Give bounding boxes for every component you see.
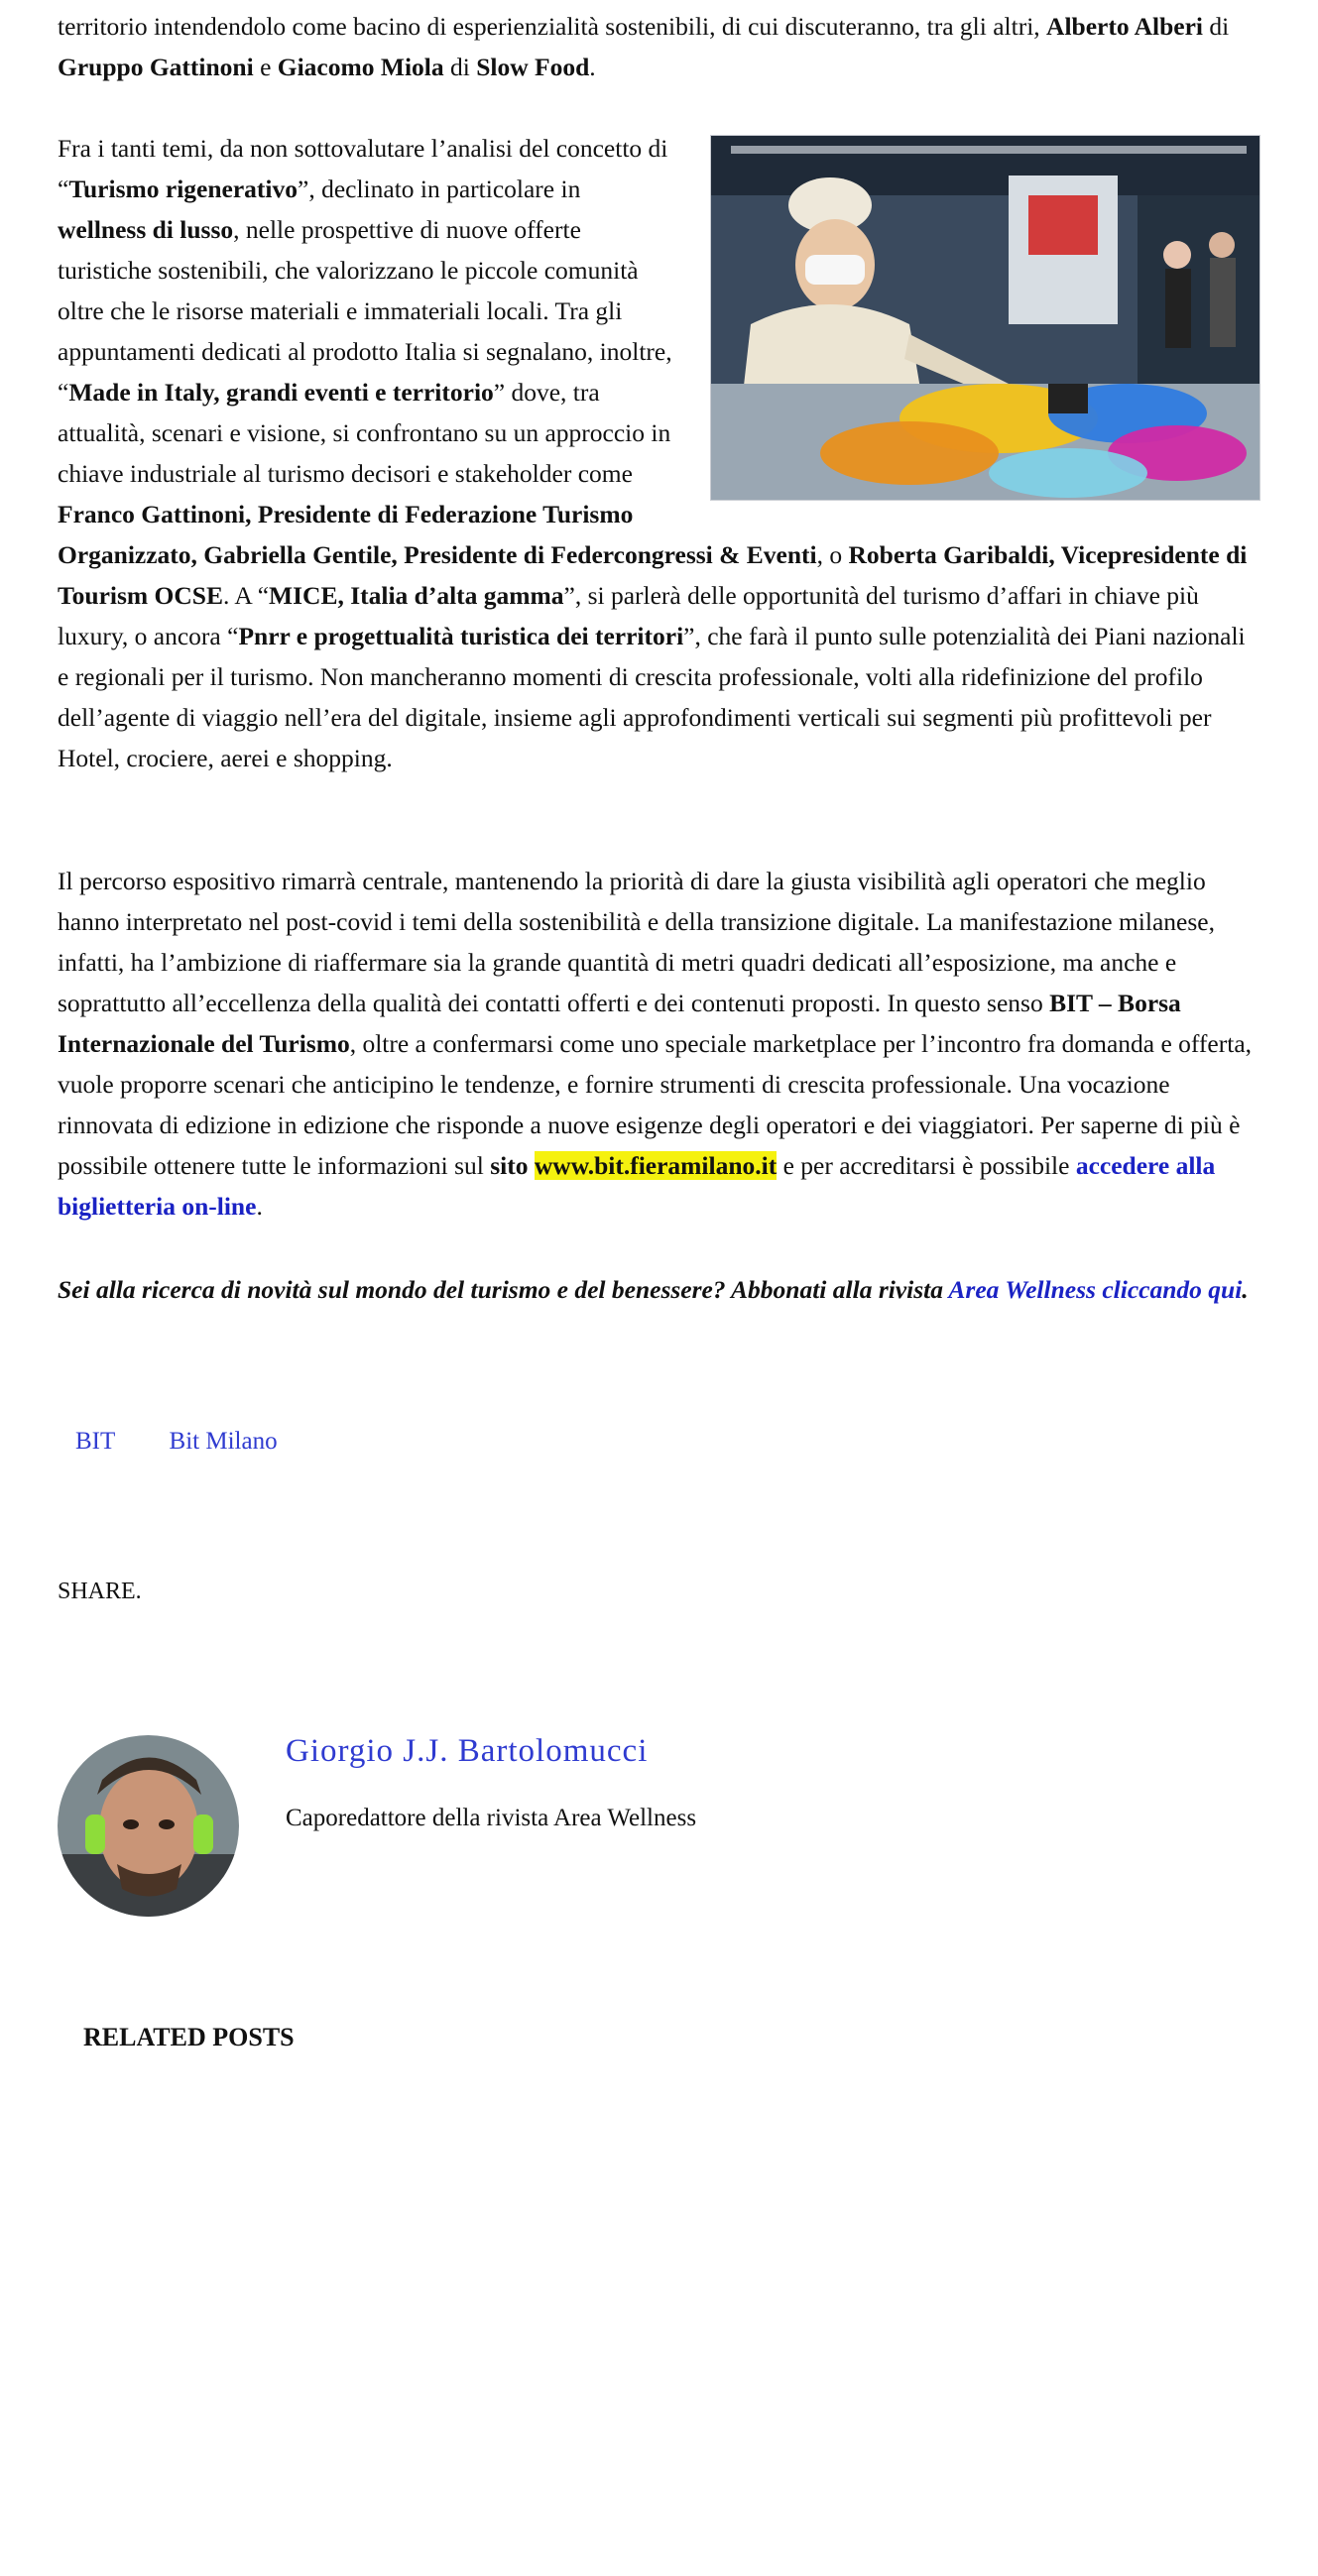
text: ”, si parlerà delle opportunità del turismo d’affari in chiave più luxury, o ancora “	[58, 581, 1199, 650]
text: e	[253, 53, 278, 81]
bold-text: Giacomo Miola	[277, 53, 444, 81]
text: .	[256, 1192, 263, 1221]
author-bio: Caporedattore della rivista Area Wellness	[286, 1805, 697, 1831]
related-posts-heading: RELATED POSTS	[83, 2023, 295, 2051]
text: ”, declinato in particolare in	[298, 175, 581, 203]
text: . A “	[222, 581, 270, 610]
text: Sei alla ricerca di novità sul mondo del turismo e del benessere? Abbonati alla rivista	[58, 1275, 949, 1304]
text: di	[443, 53, 477, 81]
text: , o	[816, 540, 849, 569]
bold-text: wellness di lusso	[58, 215, 234, 244]
author-name[interactable]: Giorgio J.J. Bartolomucci	[286, 1733, 649, 1769]
photo-artisan-painting-glass	[711, 136, 1259, 500]
text: di	[1202, 12, 1230, 41]
text: Fra i tanti temi, da non sottovalutare l’analisi del concetto di “	[58, 134, 668, 203]
tag-bit[interactable]: BIT	[75, 1428, 116, 1455]
text: Il percorso espositivo rimarrà centrale, mantenendo la priorità di dare la giusta visibilità agli operatori che meglio hanno interpretato nel post-covid i temi della sostenibilità e della transizione digitale. La manifestazione milanese, infatti, ha l’ambizione di riaffermare sia la grande quantità di metri quadri dedicati all’esposizione, ma anche e soprattutto all’eccellenza della qualità dei contatti offerti e dei contenuti proposti. In questo senso	[58, 867, 1215, 1017]
area-wellness-link[interactable]: Area Wellness	[948, 1275, 1096, 1304]
paragraph-3	[58, 861, 1260, 1227]
paragraph-1	[58, 6, 1260, 87]
ticket-office-link[interactable]: accedere alla biglietteria on-line	[58, 1151, 1216, 1221]
subscribe-link[interactable]: cliccando qui	[1102, 1275, 1243, 1304]
bold-text: Roberta Garibaldi, Vicepresidente di Tourism OCSE	[58, 540, 1248, 610]
text: ” dove, tra attualità, scenari e visione, si confrontano su un approccio in chiave industriale al turismo decisori e stakeholder come	[58, 378, 671, 488]
text: ”, che farà il punto sulle potenzialità dei Piani nazionali e regionali per il turismo. Non mancheranno momenti di crescita professionale, volti alla ridefinizione del profilo dell’agente di viaggio nell’era del digitale, insieme agli approfondimenti verticali sui segmenti più profittevoli per Hotel, crociere, aerei e shopping.	[58, 622, 1246, 772]
bold-text: Slow Food	[476, 53, 590, 81]
bold-text: Alberto Alberi	[1046, 12, 1203, 41]
bold-text: Made in Italy, grandi eventi e territorio	[68, 378, 494, 407]
bold-text: Pnrr e progettualità turistica dei territori	[238, 622, 684, 650]
text: .	[589, 53, 596, 81]
bold-text: Turismo rigenerativo	[68, 175, 298, 203]
text: e per accreditarsi è possibile	[777, 1151, 1076, 1180]
bold-text: Gruppo Gattinoni	[58, 53, 254, 81]
tag-list	[75, 1428, 325, 1456]
tag-bit-milano[interactable]: Bit Milano	[169, 1428, 278, 1455]
paragraph-2	[58, 128, 1260, 778]
author-avatar[interactable]	[58, 1735, 239, 1917]
text: territorio intendendolo come bacino di esperienzialità sostenibili, di cui discuteranno, tra gli altri,	[58, 12, 1047, 41]
site-link[interactable]: www.bit.fieramilano.it	[534, 1151, 778, 1180]
event-photo	[710, 135, 1260, 501]
share-label[interactable]: SHARE.	[58, 1579, 142, 1604]
author-photo	[58, 1735, 239, 1917]
text: .	[1242, 1275, 1249, 1304]
bold-text: MICE, Italia d’alta gamma	[269, 581, 564, 610]
bold-text: sito	[490, 1151, 535, 1180]
bold-text: BIT – Borsa Internazionale del Turismo	[58, 989, 1181, 1058]
text: , nelle prospettive di nuove offerte turistiche sostenibili, che valorizzano le piccole comunità oltre che le risorse materiali e immateriali locali. Tra gli appuntamenti dedicati al prodotto Italia si segnalano, inoltre, “	[58, 215, 672, 407]
text: , oltre a confermarsi come uno speciale marketplace per l’incontro fra domanda e offerta, vuole proporre scenari che anticipino le tendenze, e fornire strumenti di crescita professionale. Una vocazione rinnovata di edizione in edizione che risponde a nuove esigenze degli operatori e dei viaggiatori. Per saperne di più è possibile ottenere tutte le informazioni sul	[58, 1029, 1253, 1180]
subscribe-cta	[58, 1269, 1260, 1310]
bold-text: Franco Gattinoni, Presidente di Federazione Turismo Organizzato, Gabriella Gentile, Presidente di Federcongressi & Eventi	[58, 500, 817, 569]
